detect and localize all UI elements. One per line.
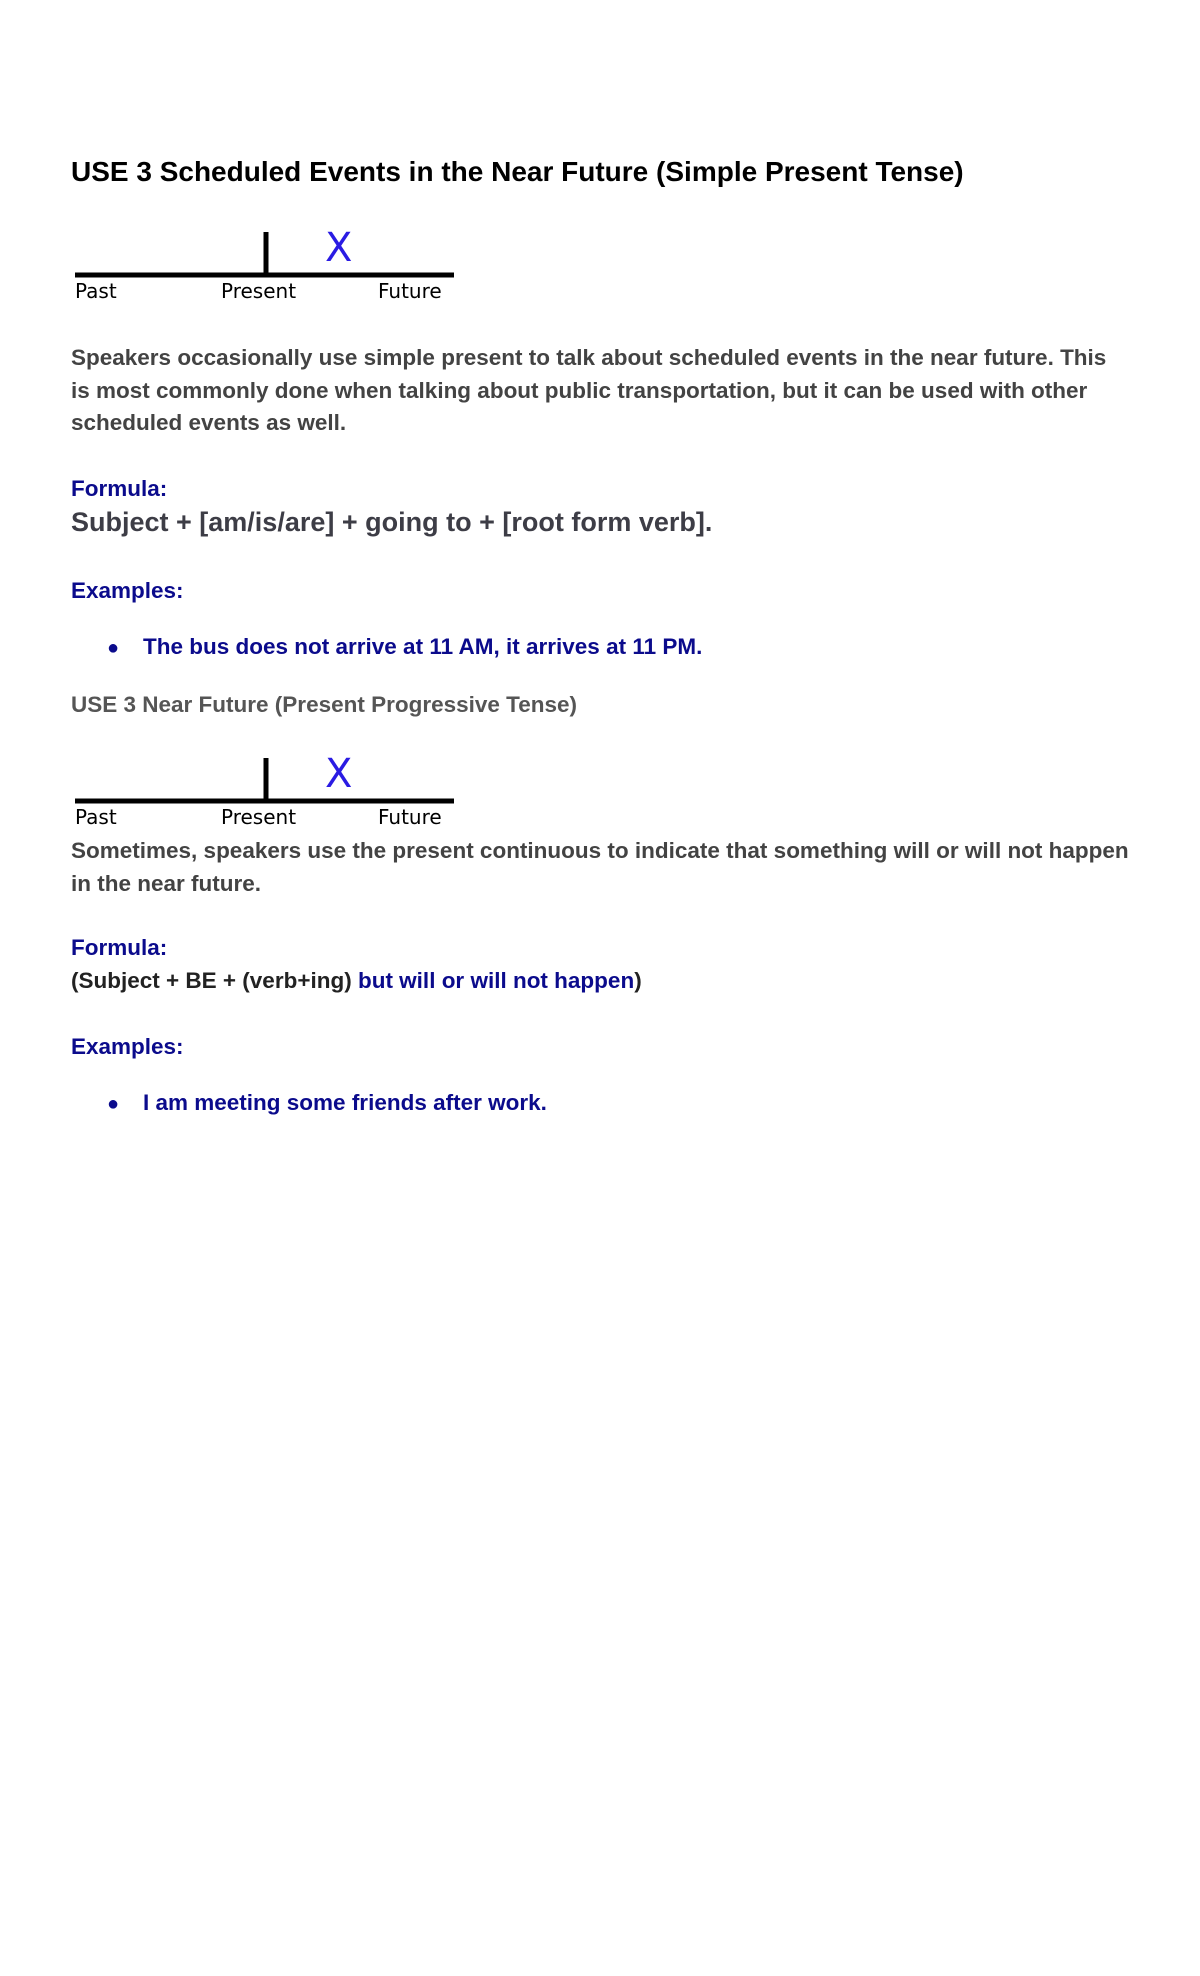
section1-description: Speakers occasionally use simple present to talk about scheduled events in the near future. This is most commonly done when talking about public transportation, but it can be used with other scheduled events as well.	[71, 345, 1107, 435]
section2-title: USE 3 Near Future (Present Progressive Tense)	[71, 692, 578, 717]
timeline-diagram	[71, 226, 461, 306]
timeline-diagram	[71, 752, 461, 832]
section2-formula	[71, 966, 642, 996]
bullet-icon: ●	[107, 637, 120, 659]
section1-timeline	[71, 226, 461, 306]
future-event-marker: X	[325, 225, 353, 271]
timeline-label-present: Present	[221, 805, 297, 829]
section1-formula: Subject + [am/is/are] + going to + [root form verb].	[71, 507, 713, 537]
formula-structure: (Subject + BE + (verb+ing)	[71, 968, 358, 993]
section2-timeline	[71, 752, 461, 832]
section1-title: USE 3 Scheduled Events in the Near Future (Simple Present Tense)	[71, 156, 964, 187]
formula-closing: )	[634, 968, 642, 993]
section1-examples-label: Examples:	[71, 578, 184, 603]
example-text: I am meeting some friends after work.	[143, 1090, 547, 1115]
timeline-label-future: Future	[378, 805, 442, 829]
section1-formula-label: Formula:	[71, 476, 168, 501]
future-event-marker: X	[325, 751, 353, 797]
timeline-label-past: Past	[75, 805, 117, 829]
section2-examples-label: Examples:	[71, 1034, 184, 1059]
formula-note: but will or will not happen	[357, 968, 635, 993]
section2-formula-label: Formula:	[71, 935, 168, 960]
section2-description: Sometimes, speakers use the present continuous to indicate that something will or will not happen in the near future.	[71, 838, 1129, 896]
section2-example-item	[107, 1088, 547, 1119]
bullet-icon: ●	[107, 1093, 120, 1115]
section1-example-item	[107, 632, 702, 663]
example-text: The bus does not arrive at 11 AM, it arrives at 11 PM.	[143, 634, 703, 659]
timeline-label-present: Present	[221, 279, 297, 303]
timeline-label-past: Past	[75, 279, 117, 303]
timeline-label-future: Future	[378, 279, 442, 303]
